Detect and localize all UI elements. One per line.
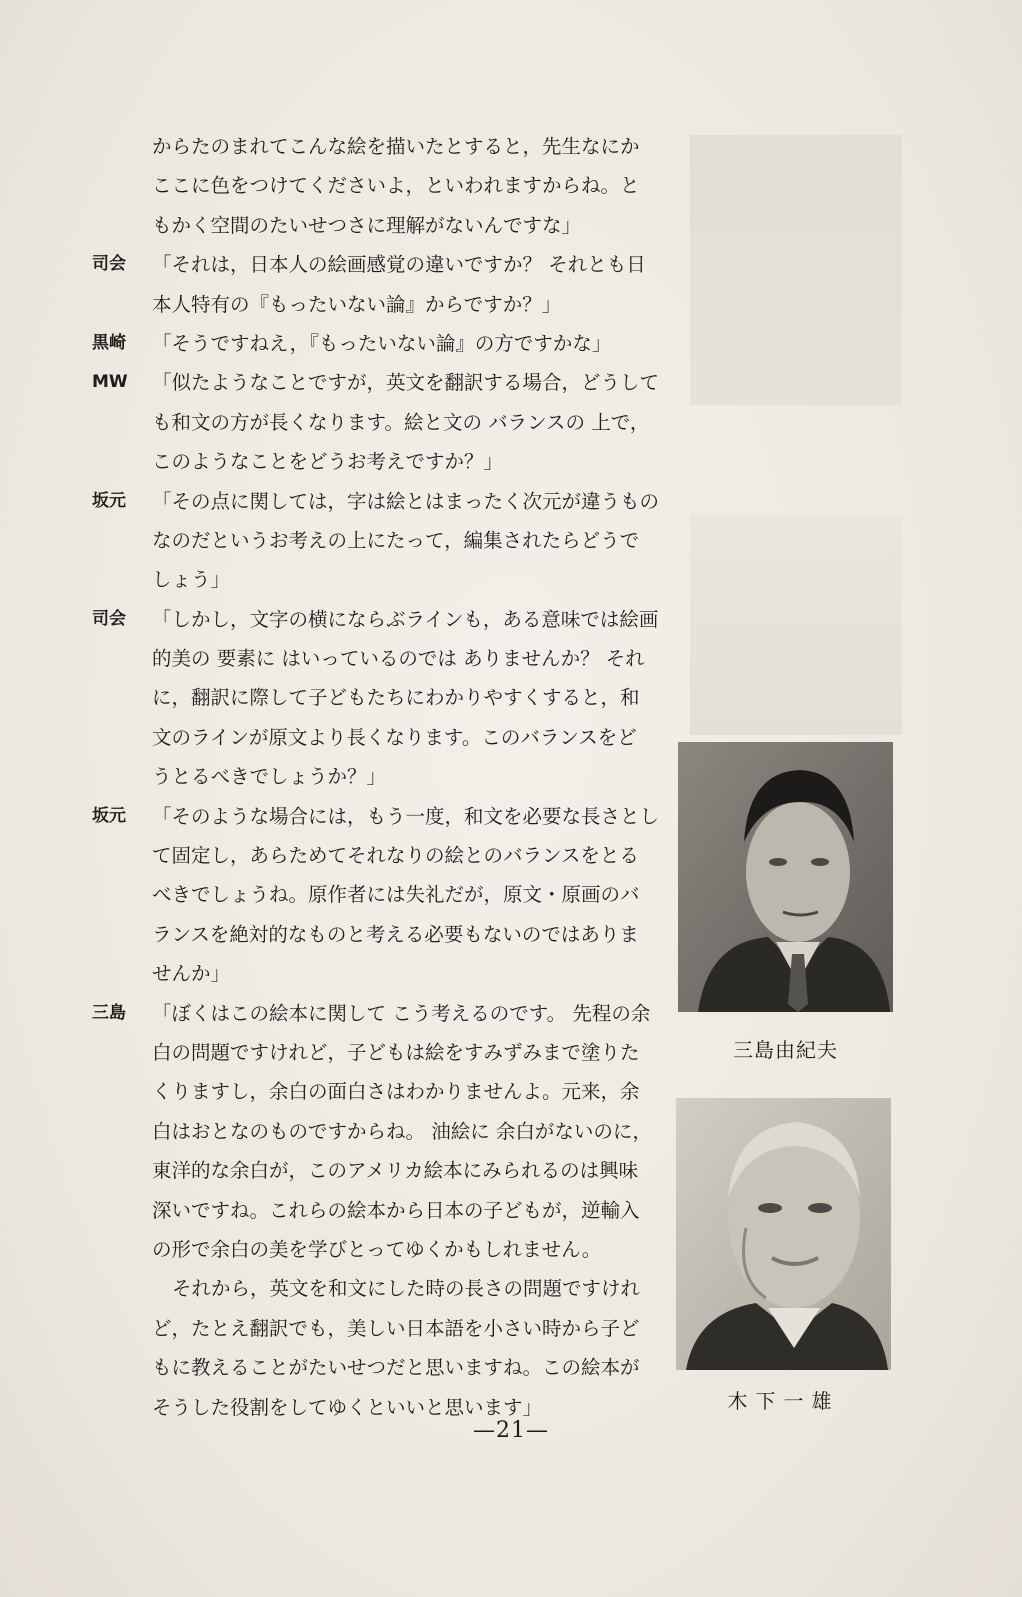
faded-photo-top	[690, 135, 902, 405]
speaker-label: 三島	[92, 1002, 126, 1023]
dialogue-line	[92, 521, 652, 560]
dialogue-text: 的美の 要素に はいっているのでは ありませんか？ それ	[152, 647, 645, 671]
dialogue-text: 白はおとなのものですからね。 油絵に 余白がないのに，	[152, 1119, 652, 1143]
dialogue-text: せんか」	[152, 962, 231, 986]
dialogue-text: そうした役割をしてゆくといいと思います」	[152, 1395, 543, 1419]
portrait-photo-kinoshita	[676, 1098, 891, 1370]
photo-caption-kinoshita: 木下一雄	[727, 1389, 840, 1413]
dialogue-line	[92, 1151, 652, 1190]
dialogue-line	[92, 757, 652, 796]
dialogue-text: ランスを絶対的なものと考える必要もないのではありま	[152, 922, 639, 946]
dialogue-line	[92, 363, 660, 402]
dialogue-line	[92, 560, 652, 599]
photo-caption-mishima: 三島由紀夫	[733, 1038, 838, 1062]
dialogue-line	[92, 678, 652, 717]
dialogue-line	[92, 1309, 652, 1348]
dialogue-line	[92, 1033, 652, 1072]
dialogue-text: もに教えることがたいせつだと思いますね。この絵本が	[152, 1356, 640, 1380]
dialogue-line	[92, 600, 659, 639]
portrait-kinoshita-image	[676, 1098, 891, 1370]
dialogue-line	[92, 797, 660, 836]
dialogue-line	[92, 718, 652, 757]
dialogue-line	[92, 324, 652, 363]
dialogue-text: このようなことをどうお考えですか？」	[152, 450, 504, 474]
dialogue-line	[92, 1348, 652, 1387]
speaker-label: 坂元	[92, 490, 126, 511]
dialogue-text: からたのまれてこんな絵を描いたとすると，先生なにか	[152, 135, 640, 158]
dialogue-line	[92, 1072, 652, 1111]
dialogue-text: の形で余白の美を学びとってゆくかもしれません。	[152, 1237, 602, 1261]
dialogue-text: ここに色をつけてくださいよ，といわれますからね。と	[152, 174, 640, 198]
dialogue-line	[92, 1230, 652, 1269]
speaker-label: 司会	[92, 254, 126, 275]
portrait-photo-mishima	[678, 742, 893, 1012]
dialogue-text: もかく空間のたいせつさに理解がないんですな」	[152, 213, 582, 237]
dialogue-text: 「しかし，文字の横にならぶラインも，ある意味では絵画	[152, 607, 659, 631]
dialogue-text: 東洋的な余白が，このアメリカ絵本にみられるのは興味	[152, 1159, 639, 1183]
dialogue-text: 「ぼくはこの絵本に関して こう考えるのです。 先程の余	[152, 1001, 651, 1025]
dialogue-text: 深いですね。これらの絵本から日本の子どもが，逆輸入	[152, 1198, 640, 1222]
dialogue-text: 「そのような場合には，もう一度，和文を必要な長さとし	[152, 804, 660, 828]
dialogue-line	[92, 1269, 652, 1308]
dialogue-text: 白の問題ですけれど，子どもは絵をすみずみまで塗りた	[152, 1040, 640, 1064]
dialogue-text: に，翻訳に際して子どもたちにわかりやすくすると，和	[152, 686, 640, 710]
dialogue-line	[92, 1112, 652, 1151]
dialogue-text: 「似たようなことですが，英文を翻訳する場合，どうして	[152, 371, 660, 395]
dialogue-text: も和文の方が長くなります。絵と文の バランスの 上で，	[152, 410, 650, 434]
dialogue-text: 文のラインが原文より長くなります。このバランスをど	[152, 725, 637, 749]
page-number: —21—	[473, 1418, 549, 1443]
dialogue-text: 「それは，日本人の絵画感覚の違いですか？ それとも日	[152, 253, 646, 277]
dialogue-line	[92, 403, 652, 442]
dialogue-line	[92, 127, 652, 166]
speaker-label: 坂元	[92, 805, 126, 826]
dialogue-text: なのだというお考えの上にたって，編集されたらどうで	[152, 528, 640, 552]
dialogue-line	[92, 954, 652, 993]
dialogue-line	[92, 245, 652, 284]
dialogue-line	[92, 836, 652, 875]
dialogue-text: て固定し，あらためてそれなりの絵とのバランスをとる	[152, 844, 639, 868]
dialogue-text: しょう」	[152, 568, 231, 592]
portrait-mishima-image	[678, 742, 893, 1012]
speaker-label: 黒崎	[92, 332, 126, 353]
faded-photo-middle	[690, 515, 902, 735]
dialogue-text: くりますし，余白の面白さはわかりませんよ。元来，余	[152, 1080, 640, 1104]
dialogue-line	[92, 206, 652, 245]
dialogue-text: 本人特有の『もったいない論』からですか？」	[152, 292, 562, 316]
dialogue-text: 「そうですねえ，『もったいない論』の方ですかな」	[152, 331, 612, 355]
dialogue-line	[92, 166, 652, 205]
dialogue-line	[92, 1191, 652, 1230]
dialogue-text: うとるべきでしょうか？」	[152, 765, 387, 789]
dialogue-text: 「その点に関しては，字は絵とはまったく次元が違うもの	[152, 489, 660, 513]
speaker-label: 司会	[92, 608, 126, 629]
dialogue-line	[92, 875, 652, 914]
dialogue-line	[92, 915, 652, 954]
dialogue-line	[92, 285, 652, 324]
dialogue-line	[92, 994, 652, 1033]
dialogue-text: それから，英文を和文にした時の長さの問題ですけれ	[172, 1277, 641, 1301]
dialogue-text: ど，たとえ翻訳でも，美しい日本語を小さい時から子ど	[152, 1316, 640, 1340]
dialogue-line	[92, 482, 660, 521]
speaker-label: MW	[92, 372, 128, 393]
dialogue-column	[92, 127, 660, 1427]
dialogue-text: べきでしょうね。原作者には失礼だが，原文・原画のバ	[152, 883, 640, 907]
dialogue-line	[92, 442, 652, 481]
dialogue-line	[92, 639, 652, 678]
